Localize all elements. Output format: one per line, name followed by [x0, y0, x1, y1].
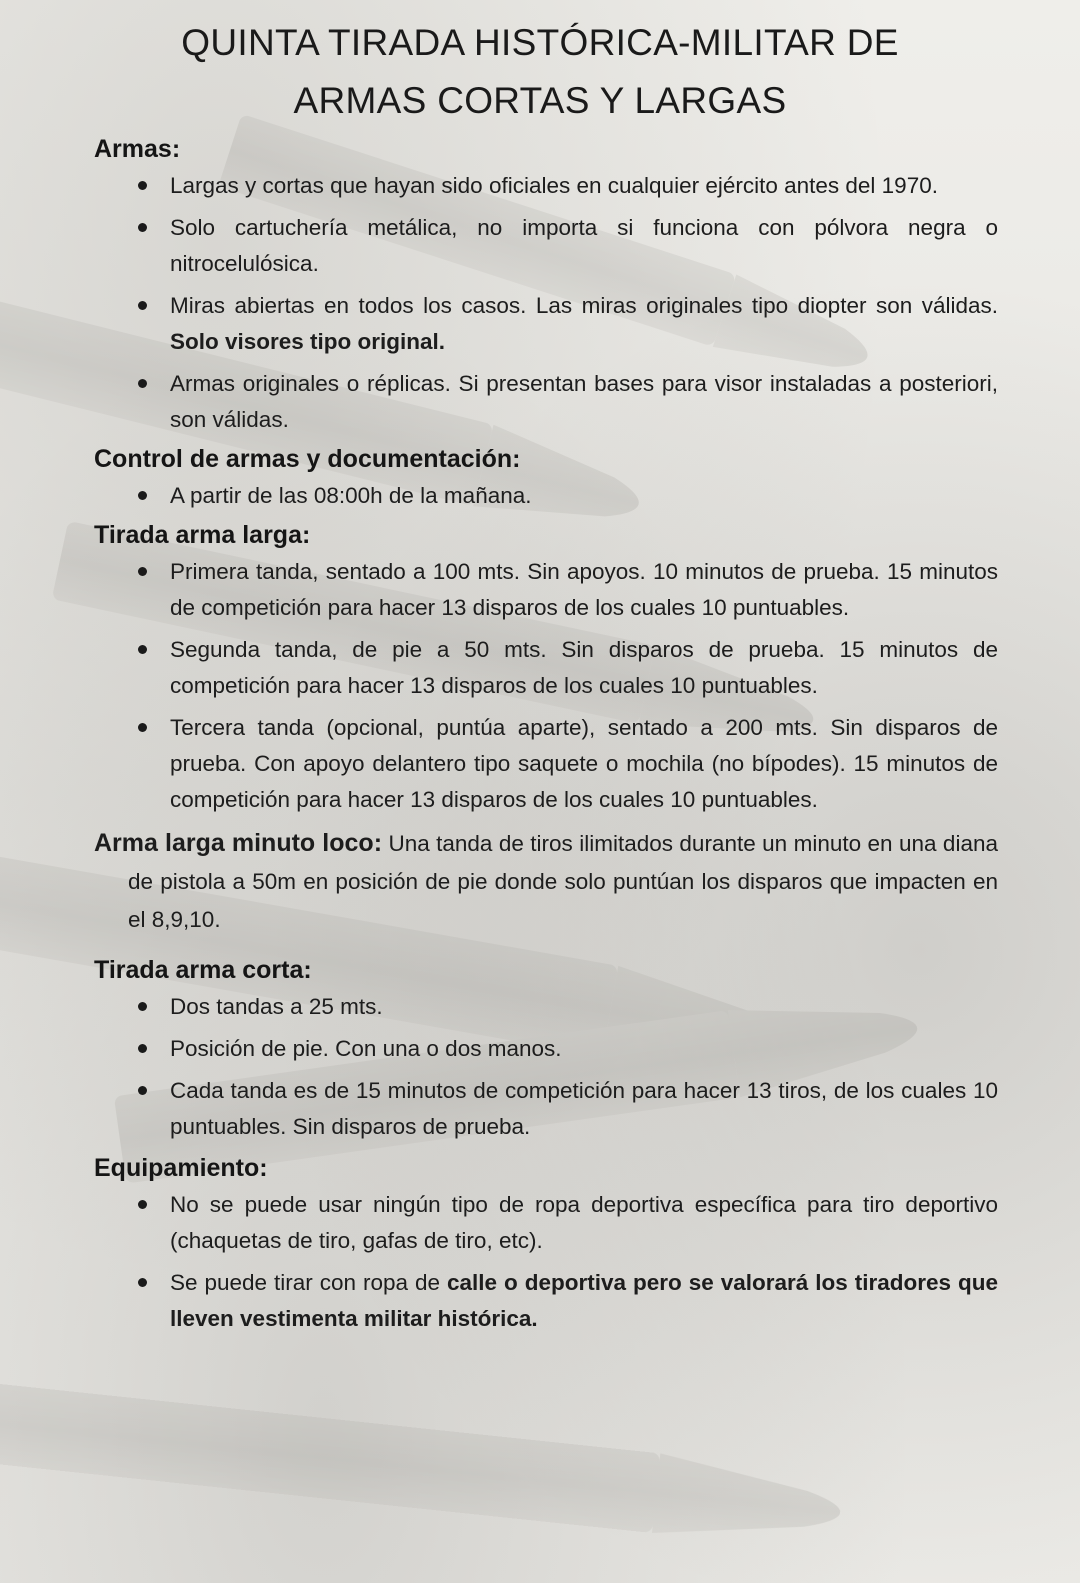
list-item-text: Miras abiertas en todos los casos. Las miras originales tipo diopter son válidas. — [170, 293, 998, 318]
section-heading-control: Control de armas y documentación: — [94, 445, 521, 473]
list-item: No se puede usar ningún tipo de ropa deportiva específica para tiro deportivo (chaquetas de tiro, gafas de tiro, etc). — [94, 1187, 998, 1259]
list-item-bold-text: Solo visores tipo original. — [170, 329, 446, 354]
section-heading-arma-corta: Tirada arma corta: — [94, 956, 312, 984]
list-item-text: Se puede tirar con ropa de — [170, 1270, 441, 1295]
list-item-bold-text: calle o deportiva pero se valorará los tiradores que lleven vestimenta militar histórica. — [170, 1270, 998, 1331]
section-arma-larga — [94, 518, 998, 818]
list-item: Dos tandas a 25 mts. — [94, 989, 998, 1025]
list-item: A partir de las 08:00h de la mañana. — [94, 478, 998, 514]
section-heading-minuto-loco: Arma larga minuto loco: — [94, 829, 383, 857]
section-control — [94, 442, 998, 514]
list-item: Armas originales o réplicas. Si presentan bases para visor instaladas a posteriori, son válidas. — [94, 366, 998, 438]
list-item: Segunda tanda, de pie a 50 mts. Sin disparos de prueba. 15 minutos de competición para hacer 13 disparos de los cuales 10 puntuables. — [94, 632, 998, 704]
list-item: Solo cartuchería metálica, no importa si funciona con pólvora negra o nitrocelulósica. — [94, 210, 998, 282]
section-heading-armas: Armas: — [94, 135, 181, 163]
section-minuto-loco — [94, 824, 998, 939]
title-line-2: ARMAS CORTAS Y LARGAS — [293, 80, 787, 121]
list-item: Tercera tanda (opcional, puntúa aparte), sentado a 200 mts. Sin disparos de prueba. Con apoyo delantero tipo saquete o mochila (no bípodes). 15 minutos de competición para hacer 13 disparos de los cuales 10 puntuables. — [94, 710, 998, 818]
arma-larga-list — [94, 554, 998, 818]
arma-corta-list — [94, 989, 998, 1145]
section-equipamiento — [94, 1151, 998, 1337]
section-heading-arma-larga: Tirada arma larga: — [94, 521, 311, 549]
section-arma-corta — [94, 953, 998, 1145]
title-line-1: QUINTA TIRADA HISTÓRICA-MILITAR DE — [181, 22, 899, 63]
armas-list — [94, 168, 998, 438]
list-item: Cada tanda es de 15 minutos de competición para hacer 13 tiros, de los cuales 10 puntuables. Sin disparos de prueba. — [94, 1073, 998, 1145]
list-item: Largas y cortas que hayan sido oficiales en cualquier ejército antes del 1970. — [94, 168, 998, 204]
page-title — [0, 0, 1080, 130]
section-armas — [94, 132, 998, 438]
equipamiento-list — [94, 1187, 998, 1337]
list-item: Primera tanda, sentado a 100 mts. Sin apoyos. 10 minutos de prueba. 15 minutos de competición para hacer 13 disparos de los cuales 10 puntuables. — [94, 554, 998, 626]
list-item: Posición de pie. Con una o dos manos. — [94, 1031, 998, 1067]
control-list — [94, 478, 998, 514]
list-item — [94, 288, 998, 360]
section-heading-equipamiento: Equipamiento: — [94, 1154, 268, 1182]
minuto-loco-text: Una tanda de tiros ilimitados durante un minuto en una diana de pistola a 50m en posición de pie donde solo puntúan los disparos que impacten en el 8,9,10. — [128, 831, 998, 932]
list-item — [94, 1265, 998, 1337]
